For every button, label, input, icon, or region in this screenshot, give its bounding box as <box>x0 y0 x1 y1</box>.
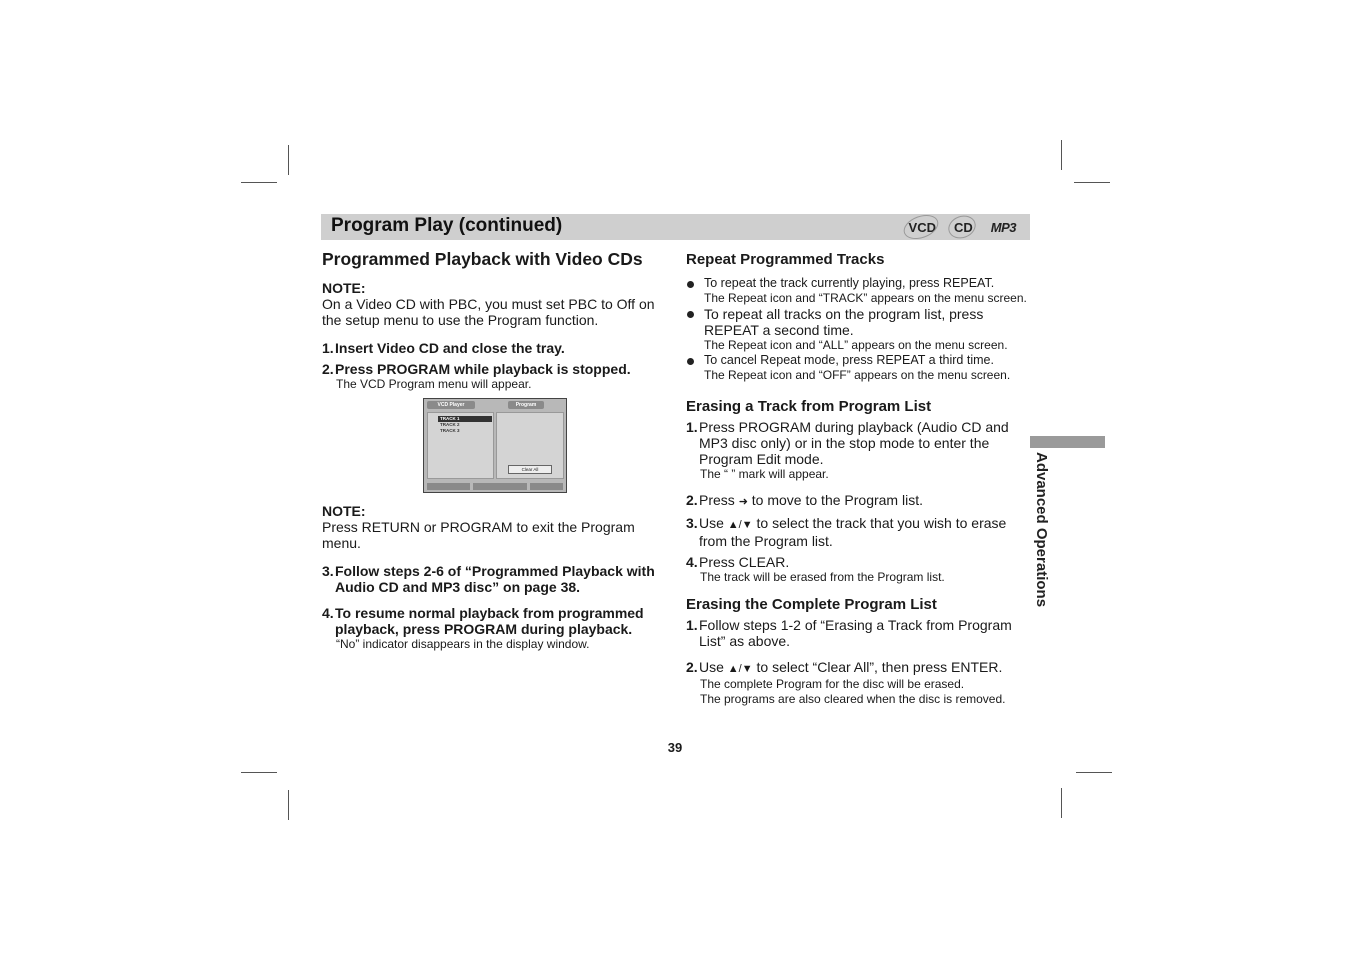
erase-step-3: 3. Use ▲/▼ to select the track that you wish to erase from the Program list. <box>686 515 1007 549</box>
cd-badge: CD <box>952 220 975 235</box>
note-text: On a Video CD with PBC, you must set PBC to Off on the setup menu to use the Program function. <box>322 296 655 328</box>
erase-step-4-sub: The track will be erased from the Program list. <box>700 570 945 584</box>
erase-all-step-2-sub: The programs are also cleared when the disc is removed. <box>700 692 1006 706</box>
crop-mark <box>241 772 277 773</box>
note-label: NOTE: <box>322 503 366 519</box>
menu-track: TRACK 3 <box>440 428 460 433</box>
note-text: Press RETURN or PROGRAM to exit the Program menu. <box>322 519 635 551</box>
step-4-sub: “No” indicator disappears in the display window. <box>336 637 590 651</box>
vcd-program-menu-image <box>423 398 567 493</box>
erase-track-title: Erasing a Track from Program List <box>686 398 932 415</box>
vcd-badge: VCD <box>907 220 938 235</box>
crop-mark <box>1061 788 1062 818</box>
repeat-title: Repeat Programmed Tracks <box>686 251 885 268</box>
crop-mark <box>241 182 277 183</box>
side-section-marker <box>1030 436 1105 448</box>
media-badges <box>907 220 1018 235</box>
crop-mark <box>288 790 289 820</box>
crop-mark <box>1061 140 1062 170</box>
step-1: 1. Insert Video CD and close the tray. <box>322 340 565 356</box>
menu-tab-program: Program <box>508 401 544 409</box>
erase-all-step-2-sub: The complete Program for the disc will be erased. <box>700 677 965 691</box>
erase-step-2: 2. Press ➜ to move to the Program list. <box>686 492 923 508</box>
menu-tab-vcd-player: VCD Player <box>427 401 475 409</box>
right-arrow-icon: ➜ <box>738 496 748 508</box>
right-column <box>686 250 1031 707</box>
erase-step-1-sub: The “ ” mark will appear. <box>700 467 829 481</box>
bullet-item: To cancel Repeat mode, press REPEAT a third time. The Repeat icon and “OFF” appears on the menu screen. <box>686 353 1031 383</box>
note-label: NOTE: <box>322 280 366 296</box>
step-4: 4. To resume normal playback from programmed playback, press PROGRAM during playback. <box>322 605 644 637</box>
page-header <box>321 214 1030 240</box>
menu-track-pane <box>427 412 494 479</box>
erase-step-4: 4. Press CLEAR. <box>686 554 790 570</box>
step-2-sub: The VCD Program menu will appear. <box>336 377 532 391</box>
crop-mark <box>288 145 289 175</box>
repeat-bullets <box>686 276 1031 383</box>
left-column <box>322 248 667 652</box>
menu-track: TRACK 2 <box>440 422 460 427</box>
crop-mark <box>1076 772 1112 773</box>
menu-footer-bar <box>473 483 527 490</box>
menu-track: TRACK 1 <box>438 416 492 422</box>
erase-all-step-2: 2. Use ▲/▼ to select “Clear All”, then press ENTER. <box>686 659 1003 675</box>
step-3: 3. Follow steps 2-6 of “Programmed Playback with Audio CD and MP3 disc” on page 38. <box>322 563 655 595</box>
step-2: 2. Press PROGRAM while playback is stopped. <box>322 361 631 377</box>
bullet-item: To repeat all tracks on the program list, press REPEAT a second time. The Repeat icon and “ALL” appears on the menu screen. <box>686 306 1031 353</box>
menu-footer-bar <box>427 483 470 490</box>
side-tab-label: Advanced Operations <box>1033 452 1050 608</box>
side-tab <box>1032 452 1050 622</box>
menu-footer-bar <box>530 483 563 490</box>
menu-clear-all: Clear All <box>508 465 552 474</box>
crop-mark <box>1074 182 1110 183</box>
mp3-badge: MP3 <box>990 220 1016 235</box>
erase-all-step-1: 1. Follow steps 1-2 of “Erasing a Track from Program List” as above. <box>686 617 1012 649</box>
page-title: Program Play (continued) <box>331 215 563 236</box>
up-down-arrow-icon: ▲/▼ <box>727 519 753 531</box>
bullet-item: To repeat the track currently playing, press REPEAT. The Repeat icon and “TRACK” appears on the menu screen. <box>686 276 1031 306</box>
erase-all-title: Erasing the Complete Program List <box>686 596 937 613</box>
up-down-arrow-icon: ▲/▼ <box>727 663 753 675</box>
erase-step-1: 1. Press PROGRAM during playback (Audio CD and MP3 disc only) or in the stop mode to enter the Program Edit mode. <box>686 419 1009 467</box>
page-number: 39 <box>667 740 683 755</box>
section-title: Programmed Playback with Video CDs <box>322 249 643 269</box>
